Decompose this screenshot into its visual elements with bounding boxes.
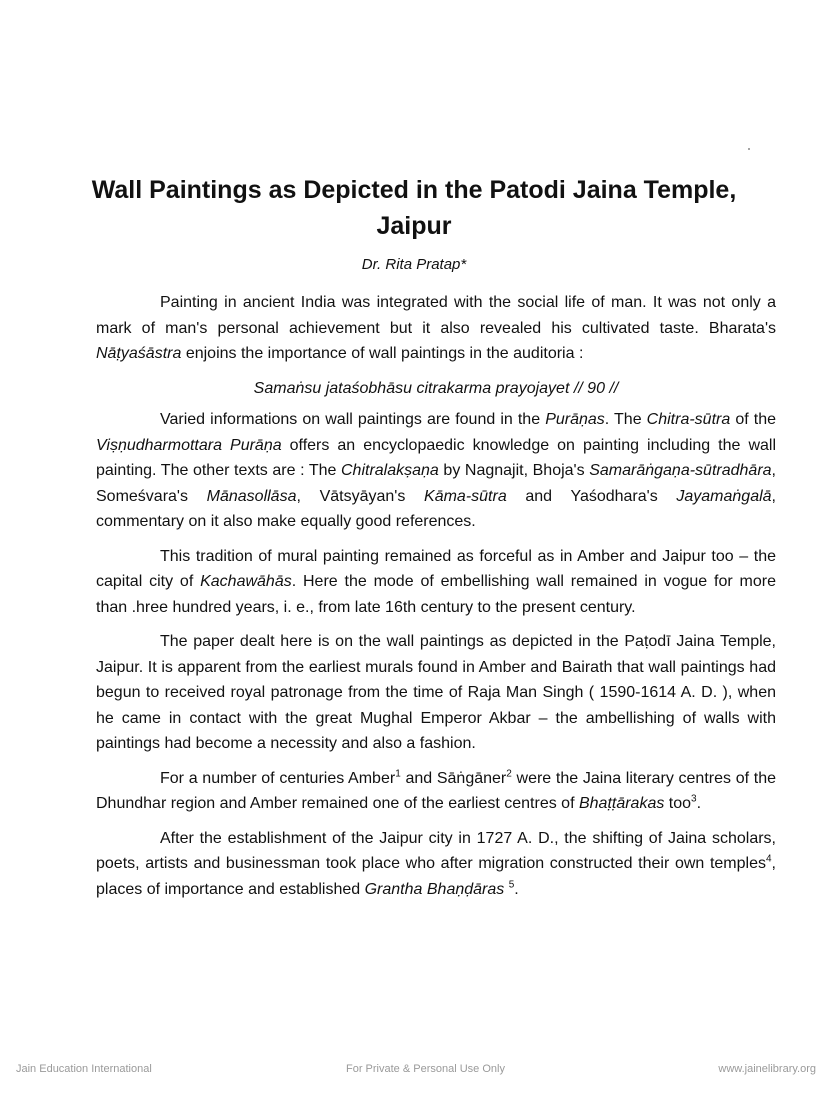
- text-span: .: [514, 880, 519, 898]
- footnote-ref[interactable]: 3: [691, 793, 697, 805]
- footnote-ref[interactable]: 1: [395, 768, 401, 780]
- text-span: . Here the mode of embellishing wall remained in vogue for more than .hree hundred years, i. e., from late 16th century to the present century.: [96, 573, 776, 616]
- text-span: Varied informations on wall paintings are found in the: [160, 411, 546, 428]
- text-span: offers an encyclopaedic knowledge on painting including the wall painting. The other texts are : The: [96, 436, 777, 479]
- text-span: and Sāṅgāner: [400, 769, 507, 787]
- text-span: were the Jaina literary centres of the Dhundhar region and Amber remained one of the earliest centres of: [96, 769, 776, 812]
- text-span: enjoins the importance of wall paintings in the auditoria :: [181, 345, 584, 362]
- italic-term: Grantha Bhaṇḍāras: [364, 880, 505, 898]
- italic-term: Samarāṅgaṇa-sūtradhāra: [589, 462, 772, 479]
- footnote-ref[interactable]: 2: [506, 768, 512, 780]
- text-span: This tradition of mural painting remained as forceful as in Amber and Jaipur too – the capital city of: [96, 547, 776, 590]
- italic-term: Chitra-sūtra: [646, 411, 731, 428]
- scan-speck: [748, 148, 750, 150]
- italic-term: Nāṭyaśāstra: [96, 345, 182, 362]
- text-span: , commentary on it also make equally good references.: [96, 487, 776, 530]
- footer-publisher: Jain Education International: [16, 1063, 152, 1075]
- footnote-ref[interactable]: 4: [765, 853, 772, 865]
- paragraph-2: [96, 407, 776, 535]
- text-span: After the establishment of the Jaipur city in 1727 A. D., the shifting of Jaina scholars, poets, artists and businessman took place who after migration constructed their own temples: [96, 829, 776, 872]
- paragraph-1: [96, 290, 776, 367]
- author-name: Dr. Rita Pratap*: [361, 256, 467, 273]
- paragraph-5: [96, 766, 776, 817]
- text-span: and Yaśodhara's: [506, 487, 677, 505]
- italic-term: Kachawāhās: [200, 573, 292, 590]
- text-span: , Vātsyāyan's: [296, 487, 425, 505]
- italic-term: Chitralakṣaṇa: [341, 462, 439, 479]
- italic-term: Purāṇas: [545, 411, 605, 428]
- italic-term: Jayamaṅgalā: [676, 487, 772, 505]
- italic-term: Bhaṭṭārakas: [578, 795, 665, 812]
- sanskrit-verse: Samaṅsu jataśobhāsu citrakarma prayojayet // 90 //: [253, 379, 619, 397]
- italic-term: Mānasollāsa: [206, 487, 297, 505]
- text-span: , places of importance and established: [96, 855, 776, 898]
- paragraph-6: [96, 826, 776, 903]
- text-span: too: [664, 795, 692, 812]
- paragraph-4: The paper dealt here is on the wall paintings as depicted in the Paṭodī Jaina Temple, Jaipur. It is apparent from the earliest murals found in Amber and Bairath that wall paintings had begun to received royal patronage from the time of Raja Man Singh ( 1590-1614 A. D. ), when he came in contact with the great Mughal Emperor Akbar – the ambellishing of walls with paintings had become a necessity and also a fashion.: [96, 633, 776, 752]
- text-span: . The: [604, 411, 647, 428]
- footnote-ref[interactable]: 5: [508, 879, 515, 891]
- footer-website-link[interactable]: www.jainelibrary.org: [718, 1063, 816, 1075]
- page-title: Wall Paintings as Depicted in the Patodi Jaina Temple, Jaipur: [91, 176, 737, 240]
- text-span: Painting in ancient India was integrated with the social life of man. It was not only a mark of man's personal achievement but it also revealed his cultivated taste. Bharata's: [96, 294, 776, 337]
- text-span: , Someśvara's: [96, 462, 776, 505]
- italic-term: Viṣṇudharmottara Purāṇa: [96, 436, 282, 454]
- page-footer: [16, 1063, 816, 1079]
- article-body: [96, 290, 776, 911]
- text-span: For a number of centuries Amber: [160, 769, 396, 787]
- text-span: of the: [730, 411, 776, 428]
- paragraph-3: [96, 544, 776, 621]
- italic-term: Kāma-sūtra: [424, 487, 507, 505]
- text-span: by Nagnajit, Bhoja's: [438, 462, 590, 479]
- text-span: .: [696, 795, 702, 812]
- footer-usage-note: For Private & Personal Use Only: [346, 1063, 505, 1075]
